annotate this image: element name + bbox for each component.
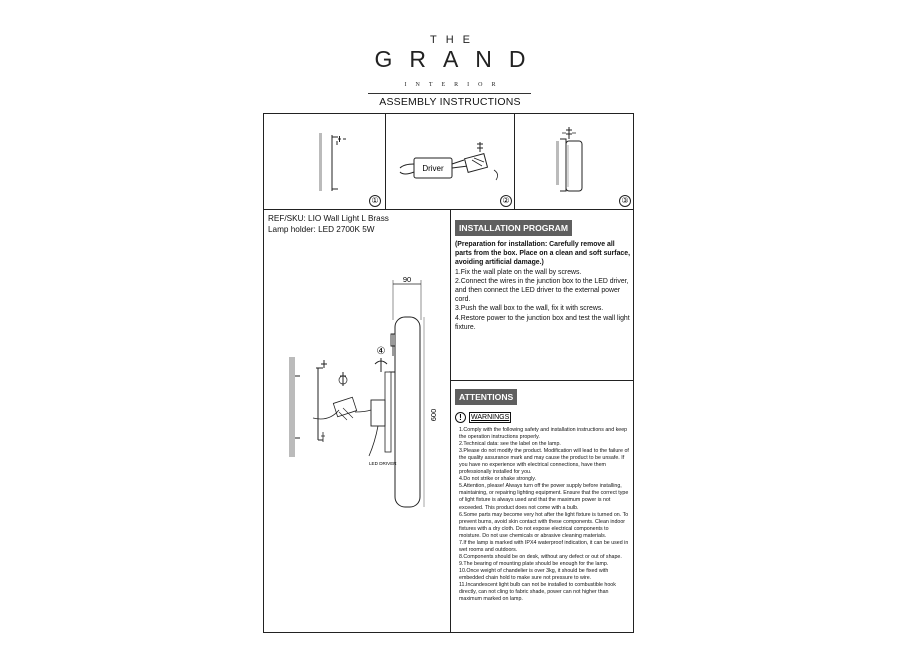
screwdriver-icon [391,334,395,356]
warnings-label: WARNINGS [471,413,510,421]
led-driver [371,400,385,426]
product-ref: REF/SKU: LIO Wall Light L Brass [268,214,389,223]
step3-illustration [550,125,595,205]
col-divider-2 [514,113,515,210]
height-dimension: 600 [429,408,438,422]
attentions-heading: ATTENTIONS [455,389,517,405]
wall [289,357,295,457]
driver-label: Driver [422,164,444,173]
install-step: 1.Fix the wall plate on the wall by screws. [455,268,582,276]
screw-icon [321,360,327,368]
installation-preparation: (Preparation for installation: Carefully remove all parts from the box. Place on a clean and soft surface, avoiding artificial damage.) [455,241,630,267]
screw-icon [477,142,483,152]
attention-item: 8.Components should be on desk, without any defect or out of shape. [459,553,622,560]
attention-item: 11.Incandescent light bulb can not be installed to combustible hook directly, can not cling to fabric shade, power can not higher than maximum marked on lamp. [459,582,616,603]
step-1-number: ① [369,195,381,207]
junction-box [333,397,356,416]
lamp-holder: Lamp holder: LED 2700K 5W [268,224,375,234]
warnings-row [455,411,511,423]
warning-icon: ! [455,412,466,423]
brand-the: THE [430,34,479,46]
screw-icon [338,136,346,142]
install-step: 4.Restore power to the junction box and test the wall light fixture. [455,314,630,331]
technical-drawing [283,272,448,512]
installation-text [455,240,633,332]
install-step: 2.Connect the wires in the junction box to the LED driver, and then connect the LED driver to the external power cord. [455,277,629,304]
section-divider [450,380,634,381]
attention-item: 1.Comply with the following safety and installation instructions and keep the operation instructions properly. [459,427,628,441]
step1-illustration [310,125,360,205]
col-divider-1 [385,113,386,210]
attention-item: 5.Attention, please! Always turn off the power supply before installing, maintaining, or repairing lighting equipment. Ensure that the correct type of light fixture is always used and that the maximum power is not exceeded. This product does not come with a bulb. [459,483,629,511]
lamp-body [566,141,582,191]
rotate-arrow-icon [375,358,387,372]
installation-heading: INSTALLATION PROGRAM [455,220,572,236]
wall-plate [319,133,322,191]
step2-illustration [398,140,508,200]
col-divider-main [450,209,451,633]
junction-box [465,154,488,173]
attention-item: 10.Once weight of chandelier is over 3kg, it should be fixed with embedded chain hold to make sure not pressure to wire. [459,567,609,581]
lamp-side-view [395,317,420,507]
brand-logo: GRAND [374,46,543,72]
attention-item: 4.Do not strike or shake strongly. [459,476,537,483]
width-dimension: 90 [402,275,412,284]
brand-interior: INTERIOR [404,82,505,88]
step-2-number: ② [500,195,512,207]
attention-item: 9.The bearing of mounting plate should be enough for the lamp. [459,560,609,567]
screw-icon [566,127,572,139]
step-3-number: ③ [619,195,631,207]
brand-divider [368,93,531,94]
attention-item: 6.Some parts may become very hot after the light fixture is turned on. To prevent burns, avoid skin contact with these components. Clean indoor fixtures with a dry cloth. Do not expose electrical components to moisture. Do not use chemicals or abrasive cleaning materials. [459,511,629,539]
attention-item: 3.Please do not modify the product. Modification will lead to the failure of the quality assurance mark and may cause the product to be unsafe. If you have no experience with electrical connections, have them professionally installed for you. [459,448,629,476]
page-title: ASSEMBLY INSTRUCTIONS [379,96,521,108]
led-driver-label: LED DRIVER [369,461,397,466]
product-info [268,214,389,235]
row-divider [263,209,634,210]
attention-item: 2.Technical data: see the label on the lamp. [459,441,561,448]
attentions-list [459,427,631,603]
install-step: 3.Push the wall box to the wall, fix it with screws. [455,305,604,313]
attention-item: 7.If the lamp is marked with IPX4 waterproof indication, it can be used in wet rooms and outdoors. [459,539,629,553]
step-4-marker: ④ [376,346,386,357]
